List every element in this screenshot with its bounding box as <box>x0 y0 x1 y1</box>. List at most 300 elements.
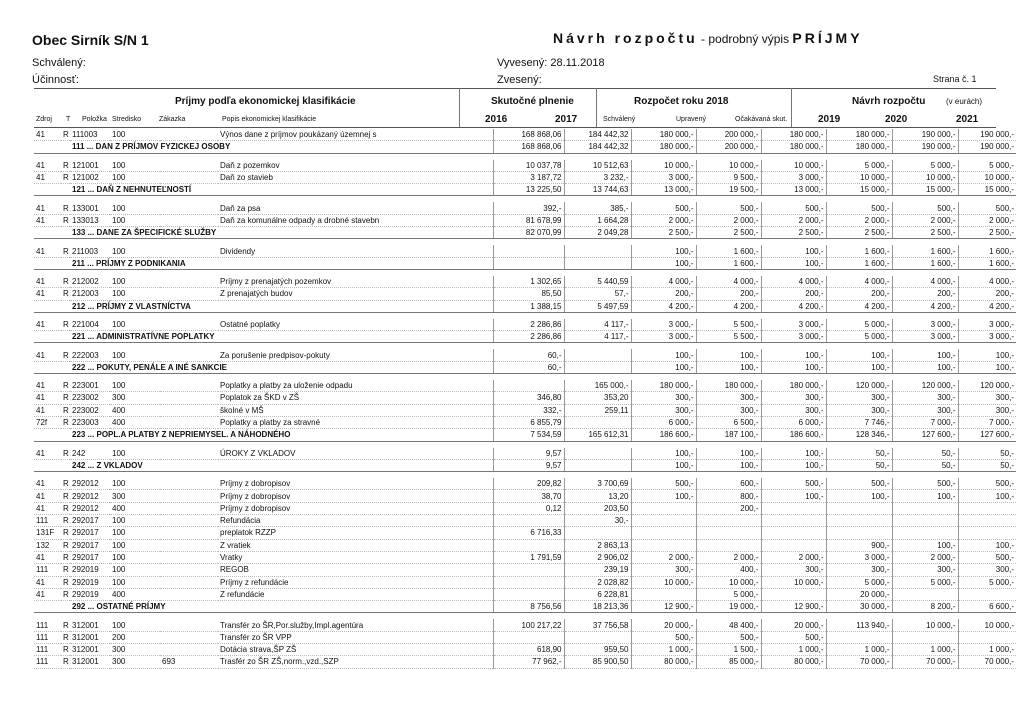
type-cell: R <box>63 320 69 329</box>
amount-cell: 13,20 <box>564 490 631 502</box>
item-code-cell: 133001 <box>70 202 110 214</box>
amount-cell: 6 500,- <box>696 416 761 428</box>
subtotal-code: 292 <box>72 602 86 612</box>
item-code-cell: 292019 <box>70 564 110 576</box>
item-code-cell: 292019 <box>70 576 110 588</box>
amount-cell: 186 600,- <box>631 429 696 441</box>
type-cell: R <box>63 577 69 587</box>
col-2017: 2017 <box>555 114 578 125</box>
center-cell: 100 <box>110 160 160 172</box>
item-code-cell: 221004 <box>70 319 110 331</box>
center-cell: 100 <box>110 551 160 563</box>
amount-cell: 500,- <box>892 202 958 214</box>
subtotal-row <box>34 361 1016 373</box>
item-code-cell: 292017 <box>70 515 110 527</box>
subtotal-code: 111 <box>72 142 85 152</box>
item-code-cell: 223003 <box>70 416 110 428</box>
order-cell <box>160 416 218 428</box>
amount-cell <box>892 588 958 600</box>
source-cell: 111 <box>34 515 61 527</box>
subtotal-code: 133 <box>72 228 86 238</box>
amount-cell: 5 497,59 <box>564 300 631 312</box>
header-divider <box>596 88 597 127</box>
center-cell: 100 <box>110 129 160 141</box>
amount-cell: 100,- <box>892 349 958 361</box>
subtotal-code: 211 <box>72 258 85 268</box>
subtotal-code: 221 <box>72 332 86 342</box>
amount-cell <box>493 515 564 527</box>
amount-cell <box>631 515 696 527</box>
amount-cell: 168 868,06 <box>493 129 564 141</box>
empty-cell <box>34 141 61 153</box>
amount-cell: 10 000,- <box>696 160 761 172</box>
item-code-cell: 292012 <box>70 490 110 502</box>
amount-cell: 10 000,- <box>892 619 958 631</box>
amount-cell: 4 200,- <box>631 300 696 312</box>
amount-cell: 300,- <box>631 564 696 576</box>
amount-cell <box>892 502 958 514</box>
type-cell: R <box>63 645 69 655</box>
amount-cell <box>631 539 696 551</box>
amount-cell: 2 906,02 <box>564 551 631 563</box>
table-row <box>34 129 1016 141</box>
amount-cell: 70 000,- <box>826 656 892 668</box>
amount-cell: 2 286,86 <box>493 331 564 343</box>
source-cell: 41 <box>34 245 61 257</box>
amount-cell: 200,- <box>826 288 892 300</box>
amount-cell: 2 000,- <box>696 214 761 226</box>
amount-cell: 200,- <box>696 502 761 514</box>
order-cell <box>160 502 218 514</box>
description-cell: REGOB <box>218 564 493 576</box>
amount-cell: 203,50 <box>564 502 631 514</box>
subtotal-dots: ... <box>85 460 97 470</box>
amount-cell: 180 000,- <box>761 380 826 392</box>
item-code-cell: 312001 <box>70 631 110 643</box>
amount-cell: 300,- <box>761 564 826 576</box>
empty-cell <box>61 601 70 613</box>
amount-cell <box>631 588 696 600</box>
amount-cell <box>761 502 826 514</box>
amount-cell <box>826 515 892 527</box>
amount-cell: 1 500,- <box>696 643 761 655</box>
table-row <box>34 160 1016 172</box>
description-cell: Vratky <box>218 551 493 563</box>
type-cell: R <box>63 657 69 667</box>
source-cell: 41 <box>34 319 61 331</box>
table-row <box>34 619 1016 631</box>
table-row <box>34 539 1016 551</box>
amount-cell: 6 000,- <box>631 416 696 428</box>
order-cell <box>160 276 218 288</box>
subtotal-code: 121 <box>72 185 86 195</box>
subtotal-label <box>70 361 493 373</box>
description-cell: Príjmy z dobropisov <box>218 502 493 514</box>
amount-cell: 600,- <box>696 478 761 490</box>
amount-cell <box>564 631 631 643</box>
amount-cell: 100,- <box>761 349 826 361</box>
empty-cell <box>34 300 61 312</box>
order-cell <box>160 564 218 576</box>
amount-cell: 2 028,82 <box>564 576 631 588</box>
item-code-cell: 292012 <box>70 478 110 490</box>
amount-cell: 5 000,- <box>826 576 892 588</box>
table-row <box>34 551 1016 563</box>
source-cell: 41 <box>34 490 61 502</box>
amount-cell: 15 000,- <box>892 184 958 196</box>
amount-cell: 19 000,- <box>696 601 761 613</box>
amount-cell: 100,- <box>826 361 892 373</box>
amount-cell: 2 000,- <box>826 214 892 226</box>
amount-cell: 5 440,59 <box>564 276 631 288</box>
section-budget-2018: Rozpočet roku 2018 <box>634 96 729 107</box>
approved-label: Schválený: <box>32 57 86 69</box>
description-cell: Dividendy <box>218 245 493 257</box>
type-cell: R <box>63 632 69 642</box>
table-row <box>34 202 1016 214</box>
amount-cell: 1 000,- <box>631 643 696 655</box>
revenue-table <box>34 129 1016 669</box>
order-cell <box>160 171 218 183</box>
center-cell: 200 <box>110 631 160 643</box>
amount-cell: 127 600,- <box>892 429 958 441</box>
amount-cell <box>958 527 1016 539</box>
order-cell <box>160 490 218 502</box>
source-cell: 41 <box>34 380 61 392</box>
amount-cell <box>564 245 631 257</box>
amount-cell: 165 000,- <box>564 380 631 392</box>
description-cell: Ostatné poplatky <box>218 319 493 331</box>
subtotal-text: POPL.A PLATBY Z NEPRIEMYSEL. A NÁHODNÉHO <box>96 430 291 440</box>
table-row <box>34 515 1016 527</box>
section-actual: Skutočné plnenie <box>491 96 574 107</box>
amount-cell: 50,- <box>826 448 892 460</box>
amount-cell: 100,- <box>761 490 826 502</box>
amount-cell <box>958 631 1016 643</box>
item-code-cell: 211003 <box>70 245 110 257</box>
amount-cell: 186 600,- <box>761 429 826 441</box>
amount-cell: 300,- <box>826 392 892 404</box>
amount-cell: 9,57 <box>493 448 564 460</box>
amount-cell: 4 117,- <box>564 319 631 331</box>
amount-cell: 190 000,- <box>892 129 958 141</box>
amount-cell <box>826 631 892 643</box>
amount-cell: 200,- <box>761 288 826 300</box>
item-code-cell: 121001 <box>70 160 110 172</box>
type-cell: R <box>63 553 69 563</box>
amount-cell: 80 000,- <box>631 656 696 668</box>
order-cell <box>160 214 218 226</box>
subtotal-label <box>70 601 493 613</box>
source-cell: 132 <box>34 539 61 551</box>
amount-cell <box>761 515 826 527</box>
type-cell: R <box>63 160 69 170</box>
source-cell: 41 <box>34 129 61 141</box>
amount-cell: 209,82 <box>493 478 564 490</box>
posted-date: Vyvesený: 28.11.2018 <box>497 57 605 69</box>
amount-cell: 300,- <box>826 564 892 576</box>
amount-cell: 20 000,- <box>826 588 892 600</box>
amount-cell: 48 400,- <box>696 619 761 631</box>
amount-cell <box>564 349 631 361</box>
description-cell: Poplatok za ŠKD v ZŠ <box>218 392 493 404</box>
amount-cell <box>892 527 958 539</box>
amount-cell <box>696 539 761 551</box>
amount-cell: 10 000,- <box>958 619 1016 631</box>
amount-cell: 4 200,- <box>696 300 761 312</box>
center-cell: 400 <box>110 502 160 514</box>
amount-cell: 500,- <box>761 478 826 490</box>
table-row <box>34 171 1016 183</box>
description-cell: Trasfér zo ŠR ZŠ,norm.,vzd.,SZP <box>218 656 493 668</box>
empty-cell <box>61 141 70 153</box>
order-cell <box>160 527 218 539</box>
order-cell <box>160 245 218 257</box>
empty-cell <box>34 601 61 613</box>
center-cell: 400 <box>110 404 160 416</box>
center-cell: 100 <box>110 349 160 361</box>
order-cell <box>160 202 218 214</box>
amount-cell: 1 600,- <box>696 245 761 257</box>
amount-cell: 10 037,78 <box>493 160 564 172</box>
center-cell: 100 <box>110 214 160 226</box>
subtotal-text: Z VKLADOV <box>96 460 143 470</box>
subtotal-code: 223 <box>72 430 86 440</box>
amount-cell: 37 756,58 <box>564 619 631 631</box>
amount-cell: 1 000,- <box>892 643 958 655</box>
center-cell: 100 <box>110 539 160 551</box>
amount-cell <box>564 361 631 373</box>
source-cell: 131F <box>34 527 61 539</box>
amount-cell: 100,- <box>826 490 892 502</box>
amount-cell: 3 187,72 <box>493 171 564 183</box>
amount-cell <box>564 448 631 460</box>
center-cell: 400 <box>110 588 160 600</box>
center-cell: 100 <box>110 276 160 288</box>
amount-cell: 187 100,- <box>696 429 761 441</box>
col-2019: 2019 <box>818 114 841 125</box>
header-divider <box>791 88 792 127</box>
subtotal-row <box>34 429 1016 441</box>
amount-cell: 100,- <box>958 490 1016 502</box>
amount-cell: 3 000,- <box>631 171 696 183</box>
subtotal-row <box>34 141 1016 153</box>
amount-cell: 184 442,32 <box>564 141 631 153</box>
amount-cell <box>761 588 826 600</box>
amount-cell: 500,- <box>696 631 761 643</box>
amount-cell: 5 000,- <box>826 319 892 331</box>
amount-cell: 5 000,- <box>892 160 958 172</box>
empty-cell <box>34 459 61 471</box>
amount-cell: 300,- <box>826 404 892 416</box>
amount-cell: 13 225,50 <box>493 184 564 196</box>
amount-cell: 100,- <box>892 490 958 502</box>
amount-cell <box>493 380 564 392</box>
amount-cell: 100,- <box>826 349 892 361</box>
effective-label: Účinnosť: <box>32 74 79 86</box>
item-code-cell: 212002 <box>70 276 110 288</box>
amount-cell: 3 000,- <box>631 319 696 331</box>
amount-cell: 500,- <box>892 478 958 490</box>
order-cell <box>160 643 218 655</box>
amount-cell: 100,- <box>631 245 696 257</box>
description-cell: Poplatky a platby za stravné <box>218 416 493 428</box>
subtotal-label <box>70 257 493 269</box>
amount-cell: 3 000,- <box>761 331 826 343</box>
amount-cell: 7 534,59 <box>493 429 564 441</box>
amount-cell: 85 000,- <box>696 656 761 668</box>
amount-cell: 2 000,- <box>696 551 761 563</box>
amount-cell: 100,- <box>892 361 958 373</box>
source-cell: 41 <box>34 349 61 361</box>
amount-cell: 8 756,56 <box>493 601 564 613</box>
amount-cell: 500,- <box>631 202 696 214</box>
amount-cell: 2 000,- <box>892 214 958 226</box>
type-cell: R <box>63 381 69 391</box>
description-cell: Daň za komunálne odpady a drobné stavebn <box>218 214 493 226</box>
amount-cell: 60,- <box>493 361 564 373</box>
subtotal-label <box>70 141 493 153</box>
amount-cell: 332,- <box>493 404 564 416</box>
amount-cell: 180 000,- <box>696 380 761 392</box>
order-cell <box>160 129 218 141</box>
amount-cell: 50,- <box>958 459 1016 471</box>
amount-cell: 100,- <box>631 257 696 269</box>
amount-cell: 3 000,- <box>826 551 892 563</box>
subtotal-text: PRÍJMY Z PODNIKANIA <box>96 258 186 268</box>
subtotal-dots: ... <box>85 228 97 238</box>
order-cell <box>160 631 218 643</box>
type-cell: R <box>63 393 69 403</box>
amount-cell: 5 000,- <box>826 160 892 172</box>
amount-cell: 5 500,- <box>696 319 761 331</box>
amount-cell: 10 000,- <box>631 576 696 588</box>
header-divider <box>459 88 460 127</box>
amount-cell: 100,- <box>631 448 696 460</box>
amount-cell: 5 000,- <box>892 576 958 588</box>
section-revenue-classification: Príjmy podľa ekonomickej klasifikácie <box>175 96 356 107</box>
page-number: Strana č. 1 <box>933 74 977 84</box>
item-code-cell: 223002 <box>70 392 110 404</box>
amount-cell: 4 117,- <box>564 331 631 343</box>
amount-cell: 2 286,86 <box>493 319 564 331</box>
amount-cell: 77 962,- <box>493 656 564 668</box>
description-cell: Príjmy z prenajatých pozemkov <box>218 276 493 288</box>
amount-cell: 2 500,- <box>761 227 826 239</box>
amount-cell: 1 791,59 <box>493 551 564 563</box>
amount-cell: 300,- <box>761 392 826 404</box>
amount-cell <box>564 527 631 539</box>
subtotal-dots: ... <box>85 301 97 311</box>
source-cell: 41 <box>34 276 61 288</box>
description-cell: Z prenajatých budov <box>218 288 493 300</box>
order-cell <box>160 319 218 331</box>
amount-cell: 120 000,- <box>826 380 892 392</box>
amount-cell: 1 000,- <box>826 643 892 655</box>
amount-cell: 10 000,- <box>761 160 826 172</box>
amount-cell: 165 612,31 <box>564 429 631 441</box>
subtotal-row <box>34 601 1016 613</box>
amount-cell: 82 070,99 <box>493 227 564 239</box>
amount-cell <box>826 502 892 514</box>
description-cell: Z vratiek <box>218 539 493 551</box>
amount-cell: 180 000,- <box>761 141 826 153</box>
table-row <box>34 349 1016 361</box>
amount-cell: 100,- <box>761 361 826 373</box>
amount-cell: 57,- <box>564 288 631 300</box>
amount-cell: 180 000,- <box>631 141 696 153</box>
type-cell: R <box>63 448 69 458</box>
amount-cell: 239,19 <box>564 564 631 576</box>
type-cell: R <box>63 418 69 428</box>
empty-cell <box>61 257 70 269</box>
center-cell: 100 <box>110 319 160 331</box>
amount-cell <box>493 576 564 588</box>
amount-cell: 4 000,- <box>958 276 1016 288</box>
subtotal-row <box>34 227 1016 239</box>
amount-cell: 8 200,- <box>892 601 958 613</box>
amount-cell <box>958 502 1016 514</box>
amount-cell: 85,50 <box>493 288 564 300</box>
amount-cell: 5 000,- <box>696 588 761 600</box>
source-cell: 41 <box>34 588 61 600</box>
amount-cell: 2 863,13 <box>564 539 631 551</box>
amount-cell: 184 442,32 <box>564 129 631 141</box>
amount-cell: 1 600,- <box>826 257 892 269</box>
amount-cell <box>631 502 696 514</box>
amount-cell: 10 512,63 <box>564 160 631 172</box>
amount-cell: 12 900,- <box>631 601 696 613</box>
amount-cell: 4 000,- <box>826 276 892 288</box>
amount-cell <box>761 539 826 551</box>
amount-cell: 500,- <box>826 202 892 214</box>
amount-cell: 200,- <box>892 288 958 300</box>
empty-cell <box>34 257 61 269</box>
amount-cell: 1 600,- <box>892 245 958 257</box>
amount-cell <box>564 416 631 428</box>
table-row <box>34 643 1016 655</box>
amount-cell: 2 500,- <box>826 227 892 239</box>
type-cell: R <box>63 503 69 513</box>
amount-cell: 3 000,- <box>631 331 696 343</box>
amount-cell: 3 700,69 <box>564 478 631 490</box>
col-t: T <box>66 116 71 123</box>
amount-cell: 12 900,- <box>761 601 826 613</box>
type-cell: R <box>63 203 69 213</box>
item-code-cell: 133013 <box>70 214 110 226</box>
empty-cell <box>61 227 70 239</box>
source-cell: 41 <box>34 288 61 300</box>
amount-cell: 180 000,- <box>631 129 696 141</box>
amount-cell: 20 000,- <box>631 619 696 631</box>
amount-cell: 190 000,- <box>892 141 958 153</box>
subtotal-dots: ... <box>85 185 97 195</box>
amount-cell: 800,- <box>696 490 761 502</box>
amount-cell: 1 600,- <box>958 245 1016 257</box>
col-upraveny: Upravený <box>676 116 706 123</box>
item-code-cell: 312001 <box>70 619 110 631</box>
amount-cell: 300,- <box>958 392 1016 404</box>
table-row <box>34 448 1016 460</box>
amount-cell: 2 500,- <box>631 227 696 239</box>
amount-cell: 190 000,- <box>958 141 1016 153</box>
amount-cell: 4 000,- <box>696 276 761 288</box>
description-cell: Daň zo stavieb <box>218 171 493 183</box>
type-cell: R <box>63 130 69 140</box>
amount-cell: 38,70 <box>493 490 564 502</box>
col-popis: Popis ekonomickej klasifikácie <box>222 116 317 123</box>
amount-cell: 13 000,- <box>631 184 696 196</box>
